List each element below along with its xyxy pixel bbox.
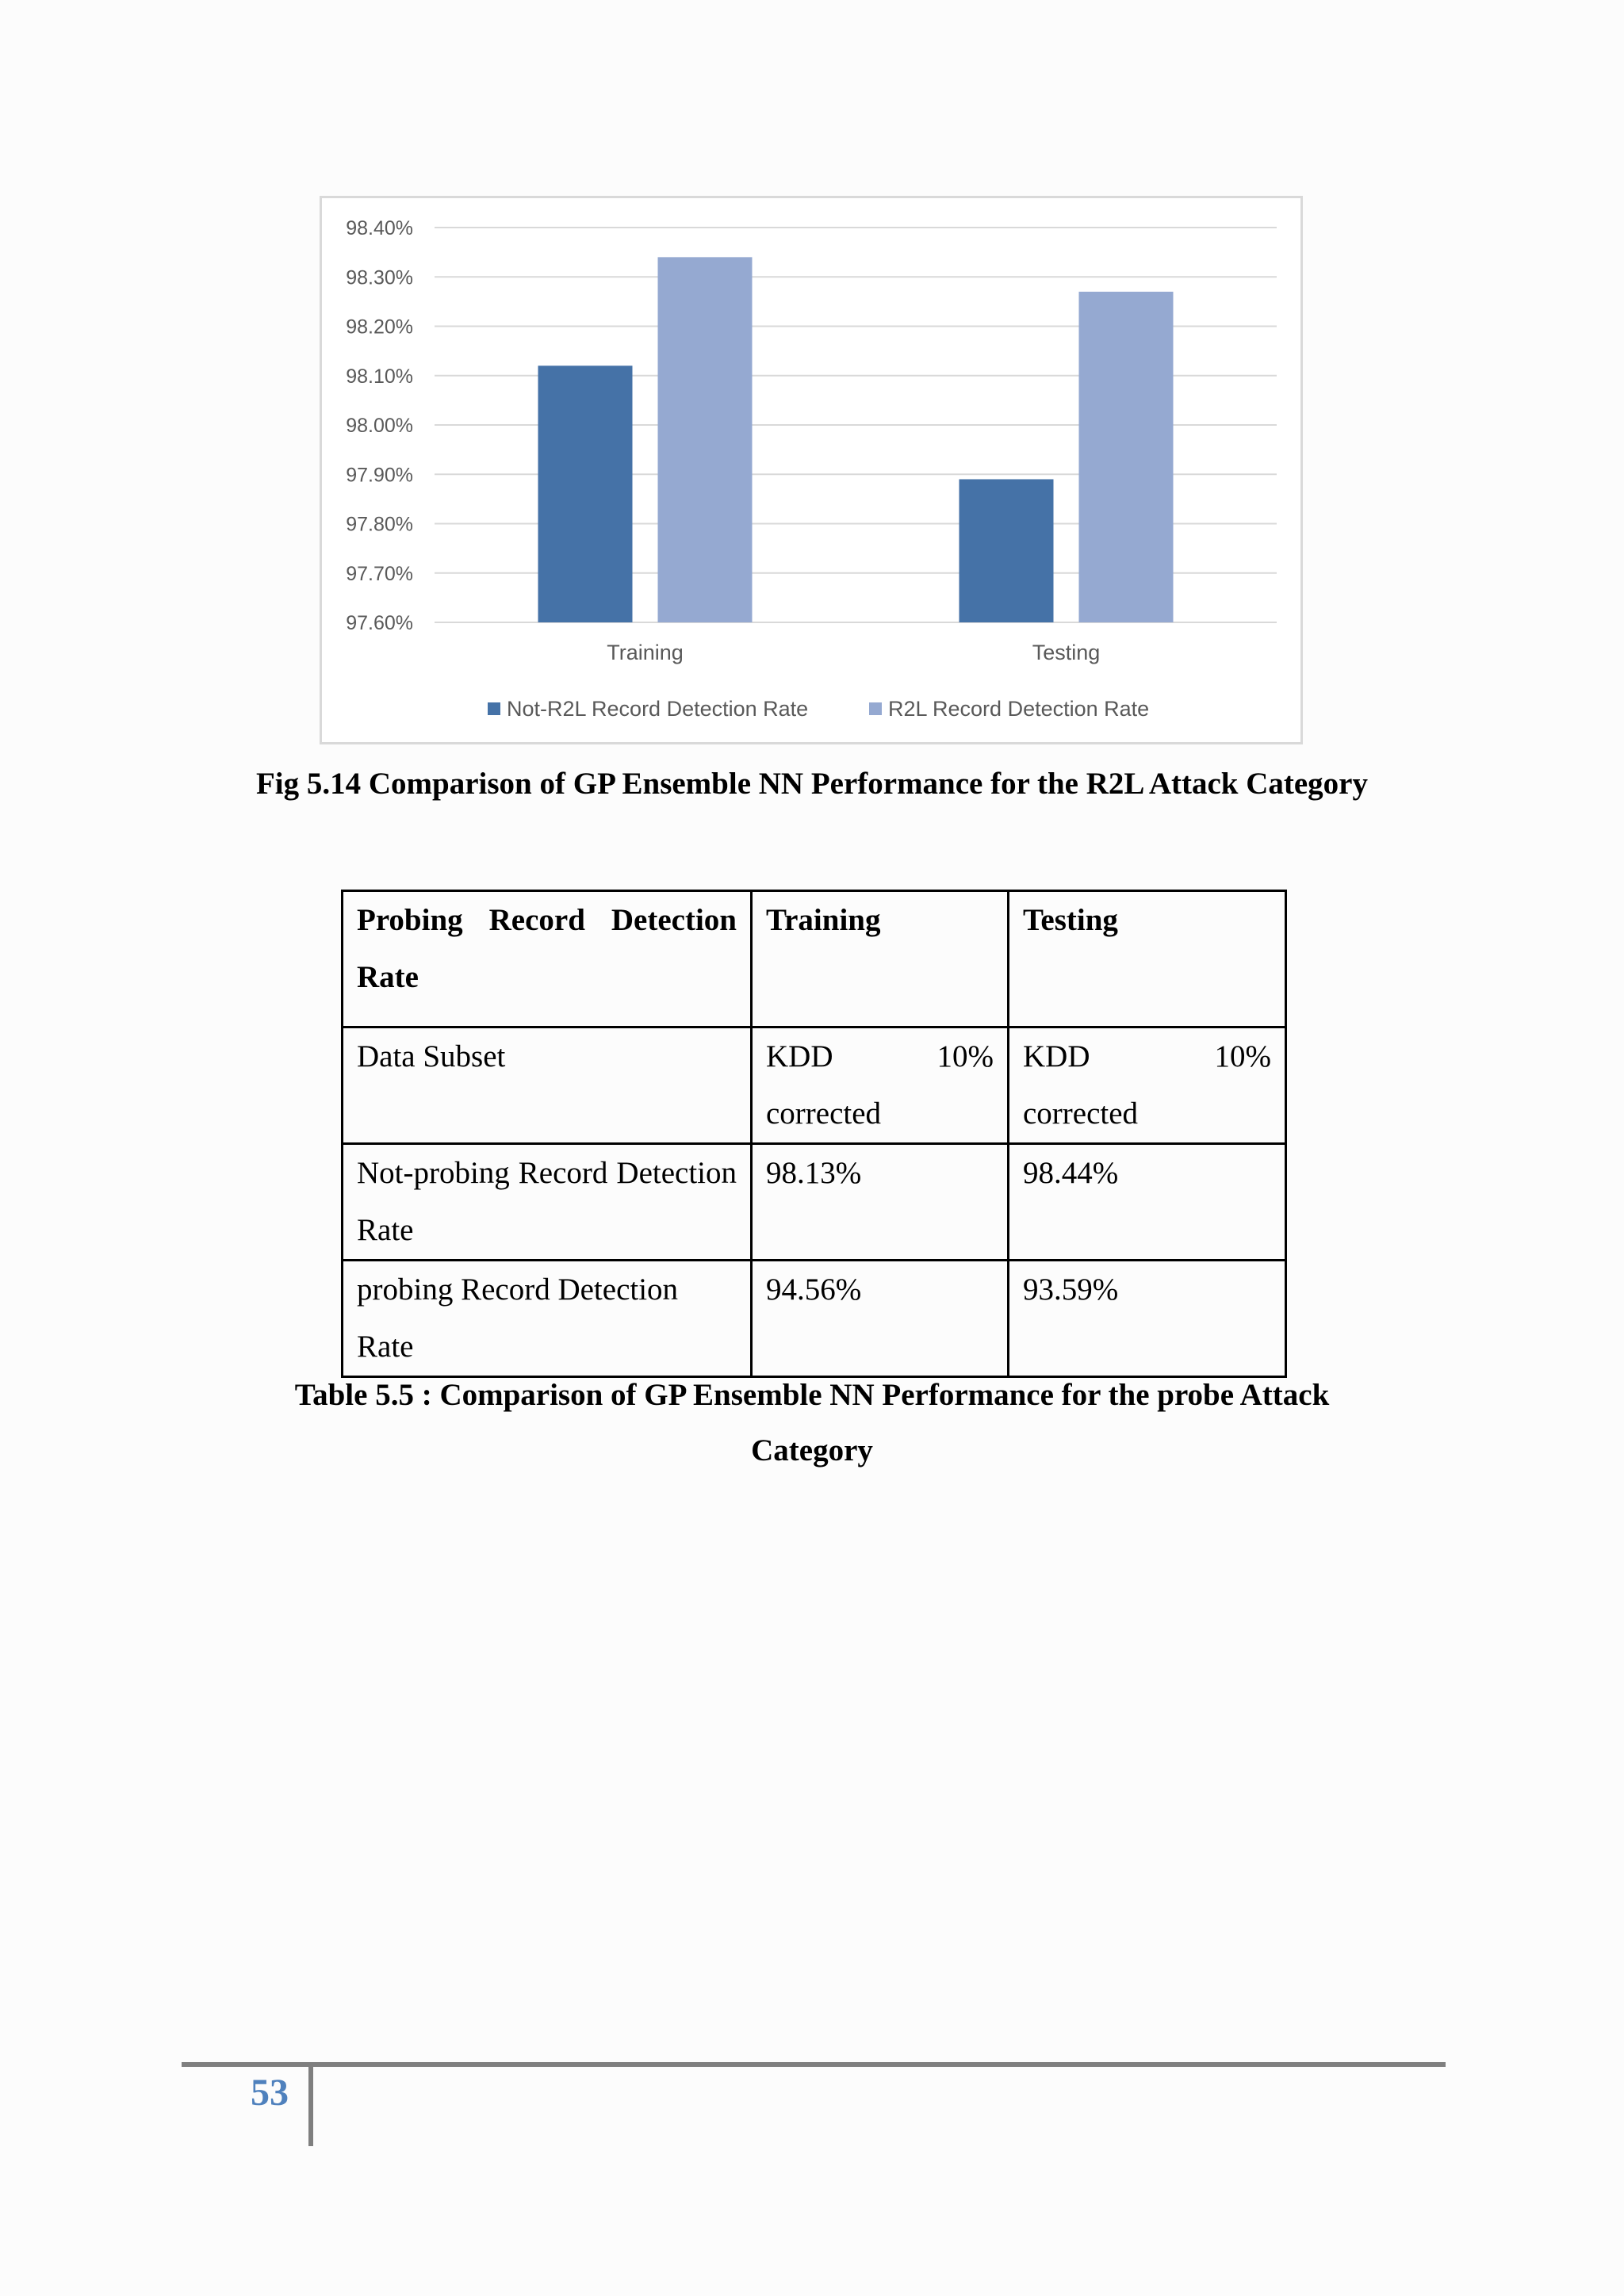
subset-text-line1: KDD: [1023, 1039, 1090, 1073]
x-category-label: Testing: [1032, 641, 1101, 664]
table-row: [343, 1027, 1286, 1144]
legend-item: [869, 697, 1149, 721]
cell-testing-not-probing: 98.44%: [1009, 1144, 1286, 1261]
results-table: [341, 890, 1287, 1378]
row-label-not-probing: Not-probing Record Detection Rate: [343, 1144, 752, 1261]
table-row: [343, 1144, 1286, 1261]
subset-text-line2: corrected: [1023, 1096, 1139, 1131]
legend-item: [488, 697, 808, 721]
y-axis-tick-labels: [346, 217, 413, 634]
legend-label: R2L Record Detection Rate: [888, 697, 1150, 721]
bar: [538, 365, 633, 622]
cell-training-subset: [752, 1027, 1009, 1144]
x-axis-category-labels: [607, 641, 1100, 664]
cell-testing-subset: [1009, 1027, 1286, 1144]
x-category-label: Training: [607, 641, 684, 664]
y-tick-label: 97.80%: [346, 513, 413, 536]
legend-swatch: [869, 702, 882, 715]
y-tick-label: 98.20%: [346, 316, 413, 339]
y-tick-label: 97.90%: [346, 464, 413, 487]
row-label-data-subset: Data Subset: [343, 1027, 752, 1144]
subset-text-line1-end: 10%: [936, 1039, 994, 1073]
legend: [488, 697, 1149, 721]
bars: [538, 257, 1174, 622]
subset-text-line2: corrected: [766, 1096, 882, 1131]
chart-canvas: [322, 198, 1300, 742]
legend-label: Not-R2L Record Detection Rate: [507, 697, 809, 721]
table-header-row: [343, 891, 1286, 1027]
cell-training-not-probing: 98.13%: [752, 1144, 1009, 1261]
y-tick-label: 97.60%: [346, 612, 413, 634]
header-cell-training: Training: [752, 891, 1009, 1027]
page-number: 53: [251, 2072, 289, 2114]
y-tick-label: 98.00%: [346, 415, 413, 437]
table-caption: Table 5.5 : Comparison of GP Ensemble NN Performance for the probe Attack Category: [294, 1378, 1330, 1468]
y-tick-label: 98.10%: [346, 365, 413, 388]
bar: [959, 479, 1054, 622]
y-tick-label: 98.30%: [346, 266, 413, 289]
y-tick-label: 97.70%: [346, 562, 413, 585]
cell-training-probing: 94.56%: [752, 1261, 1009, 1377]
footer-rule: [182, 2062, 1446, 2067]
figure-caption: Fig 5.14 Comparison of GP Ensemble NN Performance for the R2L Attack Category: [255, 767, 1368, 801]
table-row: [343, 1261, 1286, 1377]
bar-chart: [320, 196, 1303, 744]
subset-text-line1: KDD: [766, 1039, 833, 1073]
bar: [658, 257, 753, 622]
y-tick-label: 98.40%: [346, 217, 413, 239]
footer-divider: [308, 2067, 313, 2146]
header-cell-metric: Probing Record Detection Rate: [343, 891, 752, 1027]
row-label-probing: probing Record Detection Rate: [343, 1261, 752, 1377]
bar: [1079, 292, 1174, 622]
header-cell-testing: Testing: [1009, 891, 1286, 1027]
legend-swatch: [488, 702, 500, 715]
subset-text-line1-end: 10%: [1214, 1039, 1271, 1073]
cell-testing-probing: 93.59%: [1009, 1261, 1286, 1377]
